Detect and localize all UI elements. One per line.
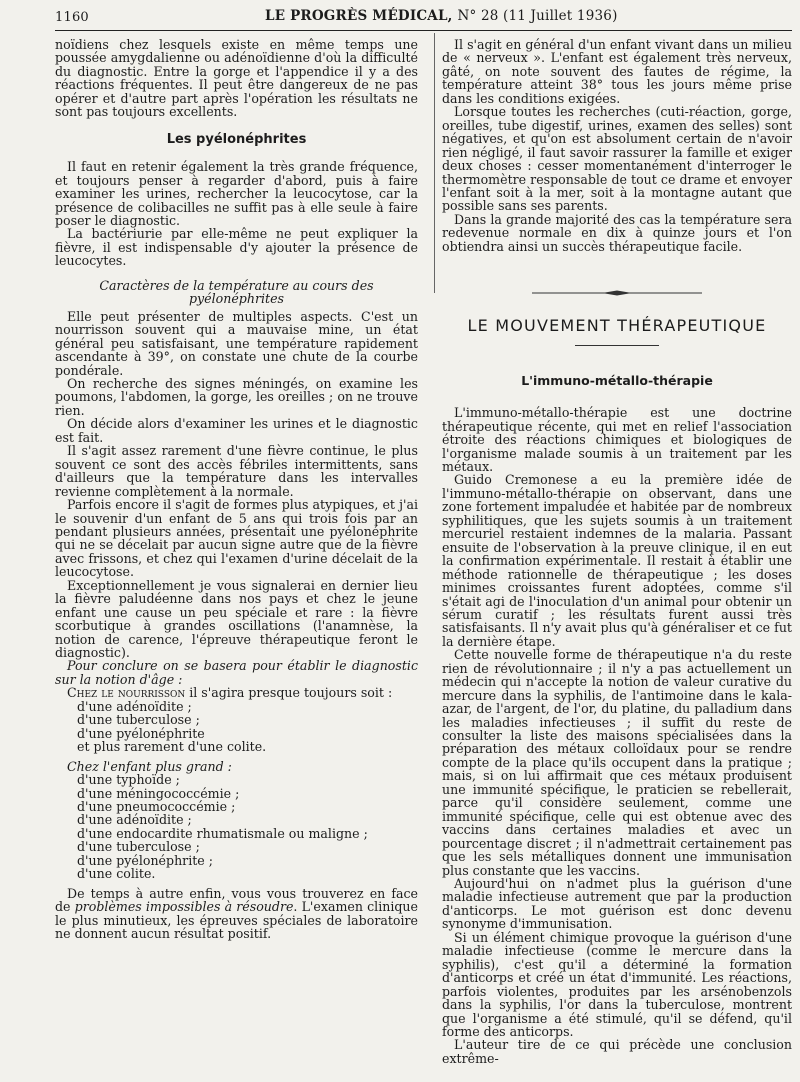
left-column	[55, 38, 418, 941]
paragraph: Cette nouvelle forme de thérapeutique n'a du reste rien de révolutionnaire ; il n'y a pas actuellement un médecin qui n'accepte la notion de valeur curative du mercure dans la syphilis, de l'antimoine dans le kala-azar, de l'argent, de l'or, du platine, du palladium dans les maladies infectieuses ; il suffit du reste de consulter la liste des maisons spécialisées dans la préparation des métaux colloïdaux pour se rendre compte de la place qu'ils occupent dans la pratique ; mais, si on lui affirmait que ces métaux produisent une immunité spécifique, le praticien se rebellerait, parce qu'il considère seulement, comme une immunité spécifique, celle qui est obtenue avec des vaccins dans certaines maladies et avec un pourcentage discret ; il n'admettrait certainement pas que les sels métalliques donnent une immunisation plus constante que les vaccins.	[442, 647, 792, 878]
paragraph: On recherche des signes méningés, on examine les poumons, l'abdomen, la gorge, les oreilles ; on ne trouve rien.	[55, 375, 418, 418]
phrase: . L'examen clinique le plus minutieux, les épreuves spéciales de laboratoire ne donnent aucun résultat positif.	[55, 899, 418, 942]
italic-phrase: problèmes impossibles à résoudre	[74, 899, 294, 915]
running-header	[55, 8, 790, 30]
list-item: d'une typhoïde ;	[77, 772, 180, 788]
section-title: Les pyélonéphrites	[166, 131, 307, 147]
paragraph	[55, 686, 418, 699]
small-caps-phrase: Chez le nourrisson	[67, 685, 186, 701]
paragraph: Chez l'enfant plus grand :	[67, 758, 232, 774]
list-item: d'une tuberculose ;	[77, 712, 200, 728]
issue-number: N° 28 (11 Juillet 1936)	[457, 8, 618, 24]
list-item: d'une adénoïdite ;	[77, 698, 192, 714]
paragraph: On décide alors d'examiner les urines et le diagnostic est fait.	[55, 416, 418, 445]
list-item: d'une endocardite rhumatismale ou maligne ;	[77, 825, 368, 841]
page-number: 1160	[55, 10, 89, 25]
paragraph: L'auteur tire de ce qui précède une conclusion extrême-	[442, 1037, 792, 1066]
heading-rule	[575, 345, 659, 346]
paragraph: L'immuno-métallo-thérapie est une doctrine thérapeutique récente, qui met en relief l'association étroite des réactions chimiques et biologiques de l'organisme malade soumis à un traitement par les métaux.	[442, 405, 792, 474]
paragraph: Elle peut présenter de multiples aspects. C'est un nourrisson souvent qui a mauvaise mine, un état général peu satisfaisant, une température rapidement ascendante à 39°, on constate une chute de la courbe pondérale.	[55, 308, 418, 378]
list-item: et plus rarement d'une colite.	[77, 739, 267, 755]
phrase: il s'agira presque toujours soit :	[185, 685, 393, 701]
paragraph: Lorsque toutes les recherches (cuti-réaction, gorge, oreilles, tube digestif, urines, examen des selles) sont négatives, et qu'on est absolument certain de n'avoir rien négligé, il faut savoir rassurer la famille et exiger deux choses : cesser momentanément d'interroger le thermomètre responsable de tout ce drame et envoyer l'enfant soit à la mer, soit à la montagne autant que possible sans ses parents.	[442, 104, 792, 214]
journal-title	[265, 8, 618, 24]
paragraph: Il s'agit en général d'un enfant vivant dans un milieu de « nerveux ». L'enfant est également très nerveux, gâté, on note souvent des fautes de régime, la température atteint 38° tous les jours même prise dans les conditions exigées.	[442, 37, 792, 106]
list-item: d'une pneumococcémie ;	[77, 799, 236, 815]
ornament-divider	[532, 289, 702, 297]
paragraph: noïdiens chez lesquels existe en même temps une poussée amygdalienne ou adénoïdienne d'où la difficulté du diagnostic. Entre la gorge et l'appendice il y a des réactions fréquentes. Il peut être dangereux de ne pas opérer et d'autre part après l'opération les résultats ne sont pas toujours excellents.	[55, 37, 418, 120]
paragraph: Aujourd'hui on n'admet plus la guérison d'une maladie infectieuse autrement que par la production d'anticorps. Le mot guérison est donc devenu synonyme d'immunisation.	[442, 876, 792, 932]
paragraph: Si un élément chimique provoque la guérison d'une maladie infectieuse (comme le mercure dans la syphilis), c'est qu'il a déterminé la formation d'anticorps et créé un état d'immunité. Les réactions, parfois violentes, produites par les arsénobenzols dans la syphilis, l'or dans la tuberculose, montrent que l'organisme a été stimulé, qu'il se défend, qu'il forme des anticorps.	[442, 929, 792, 1039]
paragraph: Exceptionnellement je vous signalerai en dernier lieu la fièvre paludéenne dans nos pays et chez le jeune enfant une cause un peu spéciale et rare : la fièvre scorbutique à grandes oscillations (l'anamnèse, la notion de carence, l'épreuve thérapeutique feront le diagnostic).	[55, 577, 418, 661]
list-item: d'une adénoïdite ;	[77, 812, 192, 828]
list-item: d'une méningococcémie ;	[77, 785, 240, 801]
header-rule	[55, 30, 792, 31]
paragraph: Guido Cremonese a eu la première idée de l'immuno-métallo-thérapie on observant, dans une zone fortement impaludée et habitée par de nombreux syphilitiques, que les sujets soumis à un traitement mercuriel restaient indemnes de la malaria. Passant ensuite de l'observation à la preuve clinique, il en eut la confirmation expérimentale. Il restait à établir une méthode rationnelle de thérapeutique ; les doses minimes croissantes furent adoptées, comme s'il s'était agi de l'inoculation d'un animal pour obtenir un sérum curatif ; les résultats furent aussi très satisfaisants. Il n'y avait plus qu'à généraliser et ce fut la dernière étape.	[442, 472, 792, 649]
column-divider	[434, 33, 435, 293]
list-item: d'une pyélonéphrite	[77, 725, 205, 741]
paragraph: Il s'agit assez rarement d'une fièvre continue, le plus souvent ce sont des accès fébriles intermittents, sans d'ailleurs que la température dans les intervalles revienne complètement à la normale.	[55, 443, 418, 499]
paragraph: La bactériurie par elle-même ne peut expliquer la fièvre, il est indispensable d'y ajouter la présence de leucocytes.	[55, 226, 418, 269]
section-heading: LE MOUVEMENT THÉRAPEUTIQUE	[467, 316, 767, 336]
paragraph	[55, 887, 418, 941]
paragraph: Il faut en retenir également la très grande fréquence, et toujours penser à regarder d'abord, puis à faire examiner les urines, rechercher la leucocytose, car la présence de colibacilles ne suffit pas à elle seule à faire poser le diagnostic.	[55, 159, 418, 228]
paragraph: Parfois encore il s'agit de formes plus atypiques, et j'ai le souvenir d'un enfant de 5 ans qui trois fois par an pendant plusieurs années, présentait une pyélonéphrite qui ne se décelait par aucun signe autre que de la fièvre avec frissons, et chez qui l'examen d'urine décelait de la leucocytose.	[55, 497, 418, 580]
phrase: De temps à autre enfin, vous vous trouverez en face de	[55, 885, 418, 915]
list-item: d'une colite.	[77, 866, 156, 882]
right-column	[442, 38, 792, 1065]
subsection-title: Caractères de la température au cours des pyélonéphrites	[99, 277, 374, 307]
list-item: d'une tuberculose ;	[77, 839, 200, 855]
paragraph: Pour conclure on se basera pour établir le diagnostic sur la notion d'âge :	[55, 658, 418, 687]
running-title: LE PROGRÈS MÉDICAL,	[265, 8, 453, 24]
article-title: L'immuno-métallo-thérapie	[521, 372, 713, 388]
paragraph: Dans la grande majorité des cas la température sera redevenue normale en dix à quinze jours et l'on obtiendra ainsi un succès thérapeutique facile.	[442, 211, 792, 254]
list-item: d'une pyélonéphrite ;	[77, 852, 213, 868]
